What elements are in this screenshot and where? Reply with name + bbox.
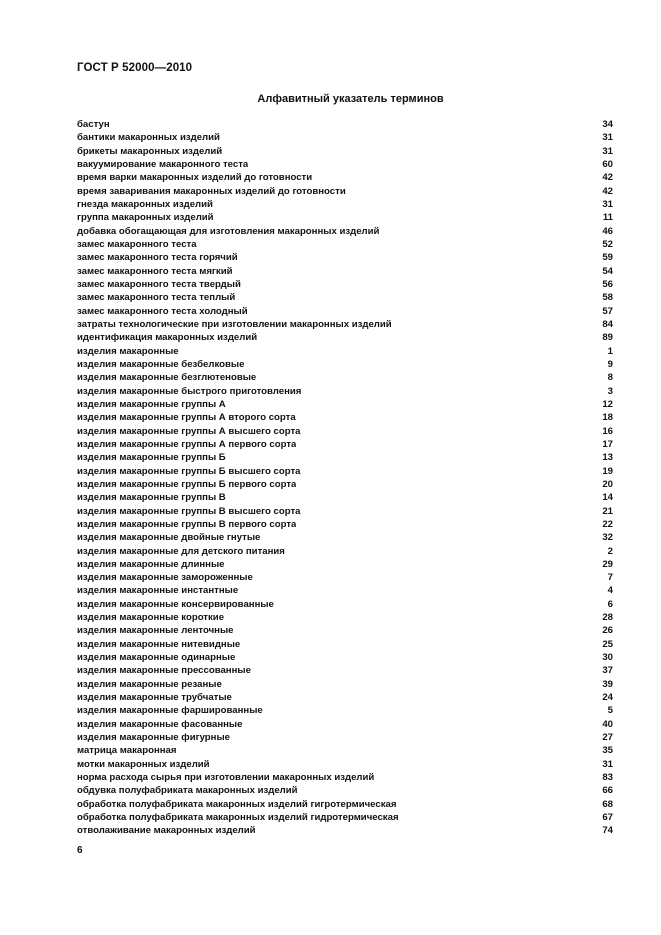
index-entry bbox=[77, 238, 613, 251]
index-entry-page: 1 bbox=[607, 345, 613, 357]
index-entry bbox=[77, 358, 613, 371]
index-entry bbox=[77, 571, 613, 584]
index-entry-term: изделия макаронные резаные bbox=[77, 678, 222, 690]
index-entry-page: 12 bbox=[602, 398, 613, 410]
index-entry-term: изделия макаронные группы Б высшего сорта bbox=[77, 465, 301, 477]
index-entry-term: изделия макаронные фасованные bbox=[77, 718, 243, 730]
index-entry-term: отволаживание макаронных изделий bbox=[77, 825, 256, 837]
index-entry-term: изделия макаронные замороженные bbox=[77, 572, 253, 584]
document-header: ГОСТ Р 52000—2010 bbox=[77, 62, 193, 74]
index-entry-page: 14 bbox=[602, 492, 613, 504]
index-entry-term: изделия макаронные группы В первого сорта bbox=[77, 518, 297, 530]
index-entry-page: 67 bbox=[602, 812, 613, 824]
index-entry-term: изделия макаронные длинные bbox=[77, 558, 225, 570]
index-entry-term: изделия макаронные для детского питания bbox=[77, 545, 285, 557]
index-entry-page: 29 bbox=[602, 558, 613, 570]
index-entry-page: 42 bbox=[602, 172, 613, 184]
index-entry bbox=[77, 824, 613, 837]
index-entry bbox=[77, 385, 613, 398]
index-entry-page: 6 bbox=[607, 598, 613, 610]
index-entry-page: 17 bbox=[602, 438, 613, 450]
index-entry-page: 68 bbox=[602, 798, 613, 810]
index-entry bbox=[77, 278, 613, 291]
index-entry bbox=[77, 291, 613, 304]
index-entry-term: изделия макаронные группы А второго сорта bbox=[77, 412, 296, 424]
index-entry bbox=[77, 478, 613, 491]
index-entry-term: изделия макаронные фаршированные bbox=[77, 705, 263, 717]
index-entry bbox=[77, 265, 613, 278]
index-entry bbox=[77, 584, 613, 597]
index-entry-page: 13 bbox=[602, 452, 613, 464]
index-entry-term: замес макаронного теста bbox=[77, 238, 197, 250]
index-entry bbox=[77, 811, 613, 824]
index-entry bbox=[77, 185, 613, 198]
index-entry-page: 25 bbox=[602, 638, 613, 650]
index-entry bbox=[77, 451, 613, 464]
index-entry-page: 28 bbox=[602, 612, 613, 624]
index-entry-term: гнезда макаронных изделий bbox=[77, 198, 213, 210]
index-entry bbox=[77, 545, 613, 558]
index-entry-page: 21 bbox=[602, 505, 613, 517]
index-entry bbox=[77, 145, 613, 158]
index-entry bbox=[77, 678, 613, 691]
index-entry-term: изделия макаронные группы Б bbox=[77, 452, 226, 464]
index-entry bbox=[77, 398, 613, 411]
term-index-list bbox=[77, 118, 613, 838]
index-entry bbox=[77, 225, 613, 238]
index-entry-page: 8 bbox=[607, 372, 613, 384]
index-entry bbox=[77, 331, 613, 344]
index-entry-page: 34 bbox=[602, 119, 613, 130]
index-entry bbox=[77, 318, 613, 331]
index-entry-page: 19 bbox=[602, 465, 613, 477]
index-entry-term: затраты технологические при изготовлении макаронных изделий bbox=[77, 318, 392, 330]
index-entry-term: замес макаронного теста твердый bbox=[77, 278, 241, 290]
index-entry-page: 74 bbox=[602, 825, 613, 837]
index-entry bbox=[77, 598, 613, 611]
index-entry-term: изделия макаронные группы А высшего сорта bbox=[77, 425, 301, 437]
index-entry bbox=[77, 558, 613, 571]
index-entry bbox=[77, 211, 613, 224]
index-entry bbox=[77, 251, 613, 264]
index-entry-page: 39 bbox=[602, 678, 613, 690]
index-entry bbox=[77, 518, 613, 531]
index-entry-term: замес макаронного теста теплый bbox=[77, 292, 236, 304]
index-entry bbox=[77, 198, 613, 211]
index-entry bbox=[77, 491, 613, 504]
index-entry-term: норма расхода сырья при изготовлении макаронных изделий bbox=[77, 772, 375, 784]
index-entry-term: изделия макаронные фигурные bbox=[77, 732, 230, 744]
index-entry-page: 30 bbox=[602, 652, 613, 664]
index-entry-term: изделия макаронные нитевидные bbox=[77, 638, 241, 650]
index-entry-page: 31 bbox=[602, 198, 613, 210]
index-entry-term: изделия макаронные группы В bbox=[77, 492, 226, 504]
index-entry-page: 31 bbox=[602, 145, 613, 157]
index-entry bbox=[77, 118, 613, 131]
index-entry-term: изделия макаронные группы В высшего сорта bbox=[77, 505, 301, 517]
index-entry-page: 18 bbox=[602, 412, 613, 424]
index-entry-page: 11 bbox=[602, 212, 613, 224]
index-entry bbox=[77, 611, 613, 624]
index-entry bbox=[77, 664, 613, 677]
index-entry-term: изделия макаронные группы Б первого сорта bbox=[77, 478, 297, 490]
index-entry bbox=[77, 438, 613, 451]
index-entry bbox=[77, 465, 613, 478]
index-entry-page: 54 bbox=[602, 265, 613, 277]
index-entry-page: 84 bbox=[602, 318, 613, 330]
index-entry-term: вакуумирование макаронного теста bbox=[77, 158, 249, 170]
index-entry-page: 31 bbox=[602, 132, 613, 144]
index-entry-term: изделия макаронные прессованные bbox=[77, 665, 251, 677]
index-entry-term: замес макаронного теста холодный bbox=[77, 305, 248, 317]
index-entry bbox=[77, 131, 613, 144]
index-entry-term: идентификация макаронных изделий bbox=[77, 332, 258, 344]
index-entry-term: бастун bbox=[77, 119, 110, 130]
index-entry-term: мотки макаронных изделий bbox=[77, 758, 210, 770]
index-entry-page: 59 bbox=[602, 252, 613, 264]
index-entry-term: обдувка полуфабриката макаронных изделий bbox=[77, 785, 298, 797]
index-entry-term: обработка полуфабриката макаронных изделий гигротермическая bbox=[77, 798, 397, 810]
index-entry-term: изделия макаронные bbox=[77, 345, 179, 357]
index-entry-page: 2 bbox=[607, 545, 613, 557]
index-entry-term: изделия макаронные безглютеновые bbox=[77, 372, 257, 384]
index-entry-term: изделия макаронные двойные гнутые bbox=[77, 532, 261, 544]
index-entry-term: изделия макаронные группы А первого сорта bbox=[77, 438, 297, 450]
index-entry-page: 42 bbox=[602, 185, 613, 197]
index-entry-page: 20 bbox=[602, 478, 613, 490]
index-entry-page: 46 bbox=[602, 225, 613, 237]
index-entry-page: 60 bbox=[602, 158, 613, 170]
index-entry bbox=[77, 718, 613, 731]
index-entry-page: 3 bbox=[607, 385, 613, 397]
index-entry-term: изделия макаронные консервированные bbox=[77, 598, 274, 610]
page-number: 6 bbox=[77, 845, 83, 856]
index-entry-term: обработка полуфабриката макаронных изделий гидротермическая bbox=[77, 812, 399, 824]
index-entry-page: 40 bbox=[602, 718, 613, 730]
index-entry-term: изделия макаронные безбелковые bbox=[77, 358, 245, 370]
index-entry bbox=[77, 158, 613, 171]
index-entry-page: 66 bbox=[602, 785, 613, 797]
index-entry-page: 5 bbox=[607, 705, 613, 717]
index-entry bbox=[77, 624, 613, 637]
index-entry-page: 7 bbox=[607, 572, 613, 584]
index-entry-term: добавка обогащающая для изготовления макаронных изделий bbox=[77, 225, 380, 237]
index-entry-term: изделия макаронные группы А bbox=[77, 398, 226, 410]
index-entry-page: 9 bbox=[607, 358, 613, 370]
index-entry-term: матрица макаронная bbox=[77, 745, 177, 757]
index-title: Алфавитный указатель терминов bbox=[257, 93, 444, 105]
index-entry-page: 26 bbox=[602, 625, 613, 637]
index-entry-term: время варки макаронных изделий до готовности bbox=[77, 172, 313, 184]
index-entry bbox=[77, 411, 613, 424]
index-entry bbox=[77, 651, 613, 664]
index-entry-term: изделия макаронные инстантные bbox=[77, 585, 239, 597]
index-entry-page: 16 bbox=[602, 425, 613, 437]
index-entry bbox=[77, 744, 613, 757]
index-entry bbox=[77, 784, 613, 797]
index-entry-term: брикеты макаронных изделий bbox=[77, 145, 223, 157]
index-entry-page: 58 bbox=[602, 292, 613, 304]
index-entry-page: 24 bbox=[602, 692, 613, 704]
index-entry-term: время заваривания макаронных изделий до готовности bbox=[77, 185, 346, 197]
index-entry bbox=[77, 638, 613, 651]
index-entry-term: замес макаронного теста мягкий bbox=[77, 265, 233, 277]
index-entry bbox=[77, 371, 613, 384]
index-entry bbox=[77, 425, 613, 438]
index-entry-page: 89 bbox=[602, 332, 613, 344]
index-entry-term: изделия макаронные трубчатые bbox=[77, 692, 232, 704]
index-entry bbox=[77, 345, 613, 358]
index-entry bbox=[77, 531, 613, 544]
index-entry bbox=[77, 798, 613, 811]
index-entry-term: изделия макаронные одинарные bbox=[77, 652, 236, 664]
index-entry-page: 56 bbox=[602, 278, 613, 290]
index-entry-page: 35 bbox=[602, 745, 613, 757]
index-entry-term: изделия макаронные ленточные bbox=[77, 625, 234, 637]
index-entry-page: 22 bbox=[602, 518, 613, 530]
index-entry bbox=[77, 305, 613, 318]
index-entry-term: замес макаронного теста горячий bbox=[77, 252, 238, 264]
index-entry-page: 31 bbox=[602, 758, 613, 770]
index-entry bbox=[77, 704, 613, 717]
index-entry-page: 57 bbox=[602, 305, 613, 317]
index-entry bbox=[77, 691, 613, 704]
index-entry-term: бантики макаронных изделий bbox=[77, 132, 220, 144]
index-entry-page: 83 bbox=[602, 772, 613, 784]
index-entry-page: 32 bbox=[602, 532, 613, 544]
index-entry-term: группа макаронных изделий bbox=[77, 212, 214, 224]
index-entry-page: 37 bbox=[602, 665, 613, 677]
index-entry bbox=[77, 505, 613, 518]
index-entry-term: изделия макаронные быстрого приготовления bbox=[77, 385, 302, 397]
index-entry bbox=[77, 758, 613, 771]
index-entry-page: 4 bbox=[607, 585, 613, 597]
index-entry-page: 27 bbox=[602, 732, 613, 744]
index-entry-term: изделия макаронные короткие bbox=[77, 612, 225, 624]
index-entry-page: 52 bbox=[602, 238, 613, 250]
index-entry bbox=[77, 771, 613, 784]
index-entry bbox=[77, 171, 613, 184]
index-entry bbox=[77, 731, 613, 744]
